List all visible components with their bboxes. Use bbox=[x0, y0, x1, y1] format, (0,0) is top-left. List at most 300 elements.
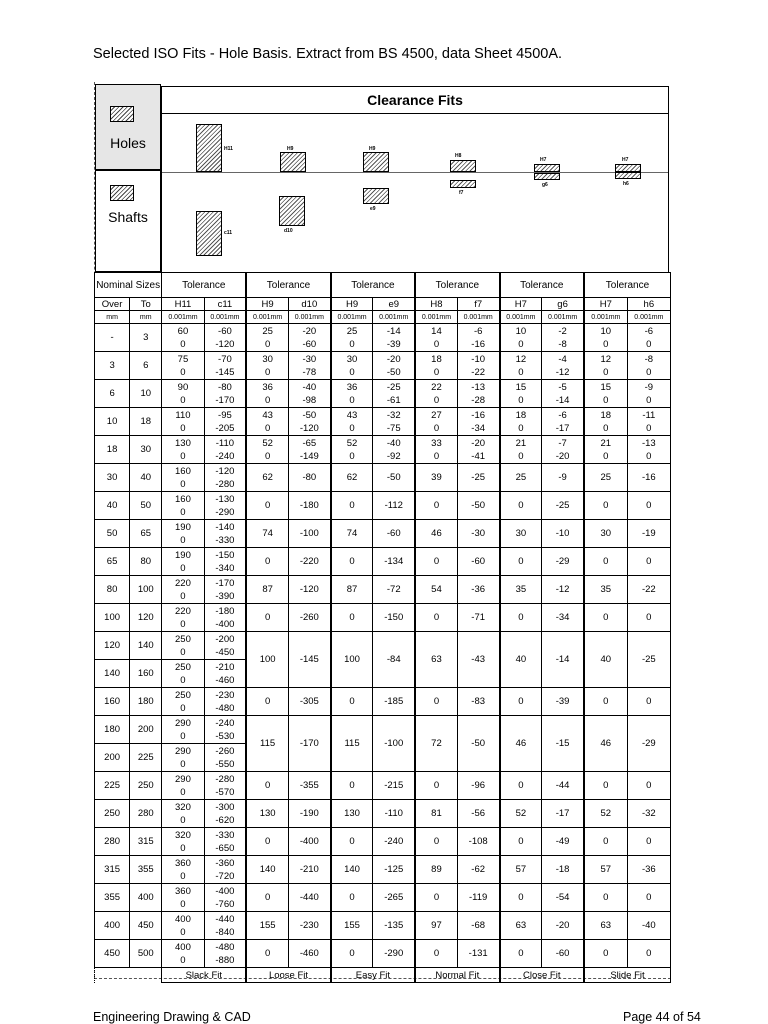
upper-deviation: 290 bbox=[175, 717, 191, 729]
lower-deviation: 0 bbox=[646, 394, 652, 406]
h6-upper-cell: -36 bbox=[627, 856, 670, 884]
lower-deviation: 0 bbox=[433, 366, 440, 378]
h9-lower-cell: 0 bbox=[246, 940, 288, 968]
h9-lower-cell: 0 bbox=[246, 688, 288, 716]
lower-deviation: 0 bbox=[646, 450, 652, 462]
size-over: - bbox=[95, 324, 130, 352]
h6-cell bbox=[627, 380, 670, 408]
upper-deviation: -120 bbox=[215, 465, 235, 477]
f7-upper-cell: -50 bbox=[457, 716, 499, 772]
e9-lower-cell: -112 bbox=[373, 492, 415, 520]
c11-cell bbox=[204, 520, 246, 548]
lower-deviation: 0 bbox=[180, 394, 186, 406]
h7-upper-cell: 63 bbox=[500, 912, 542, 940]
h7b-lower-cell: 0 bbox=[584, 548, 627, 576]
c11-cell bbox=[204, 884, 246, 912]
h6-lower-cell: 0 bbox=[627, 884, 670, 912]
lower-deviation: 0 bbox=[603, 394, 609, 406]
tag-e9: e9 bbox=[370, 206, 376, 212]
upper-deviation: 220 bbox=[175, 577, 191, 589]
lower-deviation: 0 bbox=[603, 450, 609, 462]
g6-upper-cell: -17 bbox=[542, 800, 584, 828]
lower-deviation: -460 bbox=[215, 674, 235, 686]
h9b-upper-cell: 130 bbox=[331, 800, 373, 828]
c11-cell bbox=[204, 576, 246, 604]
h11-cell bbox=[162, 800, 204, 828]
d10-upper-cell: -100 bbox=[288, 520, 330, 548]
h11-cell bbox=[162, 464, 204, 492]
fit-code-header: H7 bbox=[584, 298, 627, 311]
c11-cell bbox=[204, 548, 246, 576]
fit-name: Easy Fit bbox=[331, 968, 415, 983]
upper-deviation: -230 bbox=[215, 689, 235, 701]
h9b-lower-cell: 0 bbox=[331, 548, 373, 576]
lower-deviation: 0 bbox=[603, 422, 609, 434]
lower-deviation: -17 bbox=[555, 422, 570, 434]
zone-f7 bbox=[450, 180, 476, 188]
tag-h11: H11 bbox=[224, 146, 233, 152]
zone-e9 bbox=[363, 188, 389, 204]
upper-deviation: 36 bbox=[346, 381, 358, 393]
e9-upper-cell: -125 bbox=[373, 856, 415, 884]
table-row bbox=[95, 688, 671, 716]
h7b-lower-cell: 0 bbox=[584, 940, 627, 968]
unit-header: 0.001mm bbox=[162, 311, 204, 324]
h7b-lower-cell: 0 bbox=[584, 884, 627, 912]
lower-deviation: -22 bbox=[471, 366, 486, 378]
over-header: Over bbox=[95, 298, 130, 311]
fit-name: Loose Fit bbox=[246, 968, 330, 983]
h6-cell bbox=[627, 408, 670, 436]
upper-deviation: -65 bbox=[302, 437, 317, 449]
tag-d10: d10 bbox=[284, 228, 293, 234]
size-to: 355 bbox=[130, 856, 162, 884]
upper-deviation: 290 bbox=[175, 773, 191, 785]
lower-deviation: -8 bbox=[558, 338, 567, 350]
zone-h9-a bbox=[280, 152, 306, 172]
lower-deviation: 0 bbox=[518, 450, 524, 462]
lower-deviation: 0 bbox=[180, 926, 186, 938]
lower-deviation: -570 bbox=[215, 786, 235, 798]
f7-lower-cell: -50 bbox=[457, 492, 499, 520]
h8-cell bbox=[415, 352, 457, 380]
upper-deviation: -32 bbox=[386, 409, 401, 421]
upper-deviation: 43 bbox=[262, 409, 273, 421]
tolerance-header: Tolerance bbox=[584, 273, 671, 298]
upper-deviation: 360 bbox=[175, 885, 191, 897]
h9b-upper-cell: 100 bbox=[331, 632, 373, 688]
h8-cell bbox=[415, 324, 457, 352]
size-over: 40 bbox=[95, 492, 130, 520]
lower-deviation: -98 bbox=[302, 394, 317, 406]
h9-cell bbox=[246, 408, 288, 436]
lower-deviation: -149 bbox=[299, 450, 319, 462]
d10-lower-cell: -400 bbox=[288, 828, 330, 856]
upper-deviation: 400 bbox=[175, 941, 191, 953]
h6-upper-cell: -40 bbox=[627, 912, 670, 940]
upper-deviation: -13 bbox=[641, 437, 656, 449]
table-row bbox=[95, 828, 671, 856]
upper-deviation: 18 bbox=[600, 409, 612, 421]
upper-deviation: -6 bbox=[558, 409, 567, 421]
table-row bbox=[95, 912, 671, 940]
nominal-sizes-header: Nominal Sizes bbox=[95, 273, 162, 298]
lower-deviation: 0 bbox=[180, 534, 186, 546]
h8-upper-cell: 97 bbox=[415, 912, 457, 940]
h9b-upper-cell: 115 bbox=[331, 716, 373, 772]
size-to: 500 bbox=[130, 940, 162, 968]
h8-upper-cell: 46 bbox=[415, 520, 457, 548]
g6-cell bbox=[542, 324, 584, 352]
upper-deviation: 290 bbox=[175, 745, 191, 757]
fits-table bbox=[94, 272, 671, 983]
lower-deviation: 0 bbox=[433, 394, 440, 406]
tag-h9-a: H9 bbox=[287, 146, 294, 152]
unit-header: 0.001mm bbox=[204, 311, 246, 324]
upper-deviation: -260 bbox=[215, 745, 235, 757]
g6-upper-cell: -12 bbox=[542, 576, 584, 604]
size-to: 180 bbox=[130, 688, 162, 716]
table-row bbox=[95, 716, 671, 744]
e9-upper-cell: -84 bbox=[373, 632, 415, 688]
upper-deviation: -30 bbox=[302, 353, 317, 365]
d10-cell bbox=[288, 352, 330, 380]
upper-deviation: 190 bbox=[175, 549, 191, 561]
shaft-swatch-icon bbox=[110, 185, 134, 201]
d10-lower-cell: -460 bbox=[288, 940, 330, 968]
zone-h6 bbox=[615, 172, 641, 179]
upper-deviation: -200 bbox=[215, 633, 235, 645]
table-row bbox=[95, 436, 671, 464]
f7-lower-cell: -83 bbox=[457, 688, 499, 716]
h6-cell bbox=[627, 436, 670, 464]
h9b-upper-cell: 140 bbox=[331, 856, 373, 884]
unit-header: 0.001mm bbox=[457, 311, 499, 324]
size-over: 50 bbox=[95, 520, 130, 548]
size-to: 80 bbox=[130, 548, 162, 576]
lower-deviation: 0 bbox=[646, 366, 652, 378]
size-over: 160 bbox=[95, 688, 130, 716]
upper-deviation: 21 bbox=[515, 437, 527, 449]
h7-lower-cell: 0 bbox=[500, 940, 542, 968]
fit-code-header: H7 bbox=[500, 298, 542, 311]
size-over: 225 bbox=[95, 772, 130, 800]
d10-cell bbox=[288, 380, 330, 408]
legend-holes bbox=[95, 84, 161, 170]
upper-deviation: -14 bbox=[386, 325, 401, 337]
lower-deviation: 0 bbox=[433, 450, 440, 462]
e9-cell bbox=[373, 436, 415, 464]
h6-lower-cell: 0 bbox=[627, 604, 670, 632]
upper-deviation: 250 bbox=[175, 661, 191, 673]
upper-deviation: -40 bbox=[386, 437, 401, 449]
h11-cell bbox=[162, 912, 204, 940]
unit-header: 0.001mm bbox=[627, 311, 670, 324]
h9-lower-cell: 0 bbox=[246, 772, 288, 800]
unit-header: 0.001mm bbox=[415, 311, 457, 324]
f7-upper-cell: -25 bbox=[457, 464, 499, 492]
d10-cell bbox=[288, 408, 330, 436]
h9-lower-cell: 0 bbox=[246, 884, 288, 912]
lower-deviation: -340 bbox=[215, 562, 235, 574]
e9-lower-cell: -240 bbox=[373, 828, 415, 856]
h7b-cell bbox=[584, 380, 627, 408]
d10-cell bbox=[288, 324, 330, 352]
table-row bbox=[95, 772, 671, 800]
clearance-fits-title: Clearance Fits bbox=[161, 86, 669, 114]
lower-deviation: -550 bbox=[215, 758, 235, 770]
lower-deviation: 0 bbox=[180, 422, 186, 434]
lower-deviation: 0 bbox=[180, 506, 186, 518]
lower-deviation: 0 bbox=[180, 338, 186, 350]
d10-lower-cell: -305 bbox=[288, 688, 330, 716]
e9-upper-cell: -100 bbox=[373, 716, 415, 772]
h6-lower-cell: 0 bbox=[627, 940, 670, 968]
h8-lower-cell: 0 bbox=[415, 772, 457, 800]
upper-deviation: 10 bbox=[515, 325, 527, 337]
lower-deviation: -620 bbox=[215, 814, 235, 826]
lower-deviation: 0 bbox=[180, 646, 186, 658]
unit-header: 0.001mm bbox=[500, 311, 542, 324]
upper-deviation: -440 bbox=[215, 913, 235, 925]
fit-name: Normal Fit bbox=[415, 968, 499, 983]
size-to: 50 bbox=[130, 492, 162, 520]
size-to: 65 bbox=[130, 520, 162, 548]
size-to: 200 bbox=[130, 716, 162, 744]
lower-deviation: -400 bbox=[215, 618, 235, 630]
table-row bbox=[95, 380, 671, 408]
c11-cell bbox=[204, 408, 246, 436]
g6-lower-cell: -44 bbox=[542, 772, 584, 800]
e9-upper-cell: -60 bbox=[373, 520, 415, 548]
h7b-lower-cell: 0 bbox=[584, 688, 627, 716]
upper-deviation: -480 bbox=[215, 941, 235, 953]
upper-deviation: 52 bbox=[262, 437, 273, 449]
lower-deviation: 0 bbox=[180, 618, 186, 630]
upper-deviation: 18 bbox=[431, 353, 442, 365]
tolerance-header: Tolerance bbox=[246, 273, 330, 298]
h7b-upper-cell: 63 bbox=[584, 912, 627, 940]
tag-h7-a: H7 bbox=[540, 157, 547, 163]
zone-h7-b bbox=[615, 164, 641, 172]
h9b-upper-cell: 74 bbox=[331, 520, 373, 548]
h7-lower-cell: 0 bbox=[500, 548, 542, 576]
lower-deviation: 0 bbox=[646, 422, 652, 434]
h7-cell bbox=[500, 436, 542, 464]
upper-deviation: 10 bbox=[600, 325, 612, 337]
h9b-cell bbox=[331, 436, 373, 464]
lower-deviation: -120 bbox=[299, 422, 319, 434]
g6-upper-cell: -18 bbox=[542, 856, 584, 884]
size-over: 180 bbox=[95, 716, 130, 744]
to-header: To bbox=[130, 298, 162, 311]
h11-cell bbox=[162, 548, 204, 576]
h7b-upper-cell: 46 bbox=[584, 716, 627, 772]
footer-page-number: Page 44 of 54 bbox=[623, 1010, 701, 1024]
upper-deviation: 250 bbox=[175, 689, 191, 701]
h6-lower-cell: 0 bbox=[627, 688, 670, 716]
table-row bbox=[95, 492, 671, 520]
lower-deviation: 0 bbox=[349, 422, 355, 434]
g6-upper-cell: -10 bbox=[542, 520, 584, 548]
size-to: 3 bbox=[130, 324, 162, 352]
table-row bbox=[95, 604, 671, 632]
tolerance-header: Tolerance bbox=[500, 273, 584, 298]
h8-lower-cell: 0 bbox=[415, 604, 457, 632]
h8-upper-cell: 81 bbox=[415, 800, 457, 828]
upper-deviation: -16 bbox=[471, 409, 486, 421]
lower-deviation: 0 bbox=[264, 338, 271, 350]
c11-cell bbox=[204, 632, 246, 660]
h7-cell bbox=[500, 352, 542, 380]
upper-deviation: -240 bbox=[215, 717, 235, 729]
table-row bbox=[95, 352, 671, 380]
c11-cell bbox=[204, 352, 246, 380]
lower-deviation: -650 bbox=[215, 842, 235, 854]
h9-upper-cell: 140 bbox=[246, 856, 288, 884]
size-over: 450 bbox=[95, 940, 130, 968]
upper-deviation: -7 bbox=[558, 437, 567, 449]
h11-cell bbox=[162, 772, 204, 800]
unit-header: 0.001mm bbox=[288, 311, 330, 324]
upper-deviation: -60 bbox=[218, 325, 232, 337]
upper-deviation: 25 bbox=[346, 325, 358, 337]
lower-deviation: 0 bbox=[603, 366, 609, 378]
d10-upper-cell: -120 bbox=[288, 576, 330, 604]
zone-g6 bbox=[534, 173, 560, 180]
g6-lower-cell: -60 bbox=[542, 940, 584, 968]
upper-deviation: 75 bbox=[177, 353, 189, 365]
lower-deviation: 0 bbox=[180, 450, 186, 462]
h6-upper-cell: -19 bbox=[627, 520, 670, 548]
size-over: 30 bbox=[95, 464, 130, 492]
h7b-lower-cell: 0 bbox=[584, 604, 627, 632]
h6-lower-cell: 0 bbox=[627, 772, 670, 800]
h11-cell bbox=[162, 380, 204, 408]
upper-deviation: 320 bbox=[175, 829, 191, 841]
lower-deviation: -14 bbox=[555, 394, 570, 406]
g6-cell bbox=[542, 436, 584, 464]
h11-cell bbox=[162, 632, 204, 660]
h7-upper-cell: 35 bbox=[500, 576, 542, 604]
h11-cell bbox=[162, 436, 204, 464]
g6-cell bbox=[542, 352, 584, 380]
upper-deviation: 110 bbox=[175, 409, 191, 421]
unit-header: 0.001mm bbox=[542, 311, 584, 324]
lower-deviation: 0 bbox=[349, 394, 355, 406]
lower-deviation: 0 bbox=[264, 394, 271, 406]
g6-lower-cell: -49 bbox=[542, 828, 584, 856]
upper-deviation: 130 bbox=[175, 437, 191, 449]
table-row bbox=[95, 408, 671, 436]
size-to: 225 bbox=[130, 744, 162, 772]
g6-upper-cell: -15 bbox=[542, 716, 584, 772]
h9-cell bbox=[246, 324, 288, 352]
c11-cell bbox=[204, 604, 246, 632]
h7b-cell bbox=[584, 408, 627, 436]
h7b-upper-cell: 40 bbox=[584, 632, 627, 688]
upper-deviation: 250 bbox=[175, 633, 191, 645]
h7-lower-cell: 0 bbox=[500, 492, 542, 520]
upper-deviation: 21 bbox=[600, 437, 612, 449]
h11-cell bbox=[162, 408, 204, 436]
h11-cell bbox=[162, 604, 204, 632]
upper-deviation: 22 bbox=[431, 381, 442, 393]
size-over: 10 bbox=[95, 408, 130, 436]
h7-upper-cell: 25 bbox=[500, 464, 542, 492]
tolerance-header: Tolerance bbox=[162, 273, 246, 298]
d10-lower-cell: -260 bbox=[288, 604, 330, 632]
upper-deviation: 33 bbox=[431, 437, 442, 449]
h6-cell bbox=[627, 324, 670, 352]
h7b-lower-cell: 0 bbox=[584, 828, 627, 856]
f7-lower-cell: -60 bbox=[457, 548, 499, 576]
g6-upper-cell: -14 bbox=[542, 632, 584, 688]
lower-deviation: -61 bbox=[386, 394, 401, 406]
upper-deviation: -5 bbox=[558, 381, 567, 393]
table-row bbox=[95, 856, 671, 884]
h7b-lower-cell: 0 bbox=[584, 492, 627, 520]
upper-deviation: 160 bbox=[175, 493, 191, 505]
size-over: 80 bbox=[95, 576, 130, 604]
d10-upper-cell: -210 bbox=[288, 856, 330, 884]
tag-c11: c11 bbox=[224, 230, 233, 236]
h7b-cell bbox=[584, 324, 627, 352]
f7-lower-cell: -119 bbox=[457, 884, 499, 912]
upper-deviation: -360 bbox=[215, 857, 235, 869]
h9b-lower-cell: 0 bbox=[331, 940, 373, 968]
upper-deviation: -2 bbox=[558, 325, 567, 337]
h6-lower-cell: 0 bbox=[627, 828, 670, 856]
lower-deviation: 0 bbox=[180, 870, 186, 882]
h9-upper-cell: 87 bbox=[246, 576, 288, 604]
lower-deviation: 0 bbox=[180, 814, 186, 826]
upper-deviation: -20 bbox=[302, 325, 317, 337]
d10-upper-cell: -190 bbox=[288, 800, 330, 828]
table-row bbox=[95, 520, 671, 548]
c11-cell bbox=[204, 744, 246, 772]
e9-lower-cell: -150 bbox=[373, 604, 415, 632]
upper-deviation: 52 bbox=[346, 437, 358, 449]
upper-deviation: -70 bbox=[218, 353, 232, 365]
fit-code-header: f7 bbox=[457, 298, 499, 311]
upper-deviation: 30 bbox=[346, 353, 358, 365]
lower-deviation: -880 bbox=[215, 954, 235, 966]
size-over: 280 bbox=[95, 828, 130, 856]
g6-lower-cell: -39 bbox=[542, 688, 584, 716]
size-to: 250 bbox=[130, 772, 162, 800]
h6-upper-cell: -16 bbox=[627, 464, 670, 492]
size-to: 280 bbox=[130, 800, 162, 828]
size-over: 250 bbox=[95, 800, 130, 828]
e9-lower-cell: -215 bbox=[373, 772, 415, 800]
g6-lower-cell: -29 bbox=[542, 548, 584, 576]
zone-c11 bbox=[196, 211, 222, 256]
legend-holes-label: Holes bbox=[110, 135, 146, 151]
zone-h8 bbox=[450, 160, 476, 172]
h7b-upper-cell: 25 bbox=[584, 464, 627, 492]
upper-deviation: 14 bbox=[431, 325, 442, 337]
footer-blank bbox=[95, 968, 162, 983]
h11-cell bbox=[162, 576, 204, 604]
lower-deviation: 0 bbox=[180, 954, 186, 966]
size-to: 10 bbox=[130, 380, 162, 408]
lower-deviation: 0 bbox=[349, 450, 355, 462]
upper-deviation: 30 bbox=[262, 353, 273, 365]
e9-lower-cell: -265 bbox=[373, 884, 415, 912]
c11-cell bbox=[204, 800, 246, 828]
table-row bbox=[95, 968, 671, 983]
